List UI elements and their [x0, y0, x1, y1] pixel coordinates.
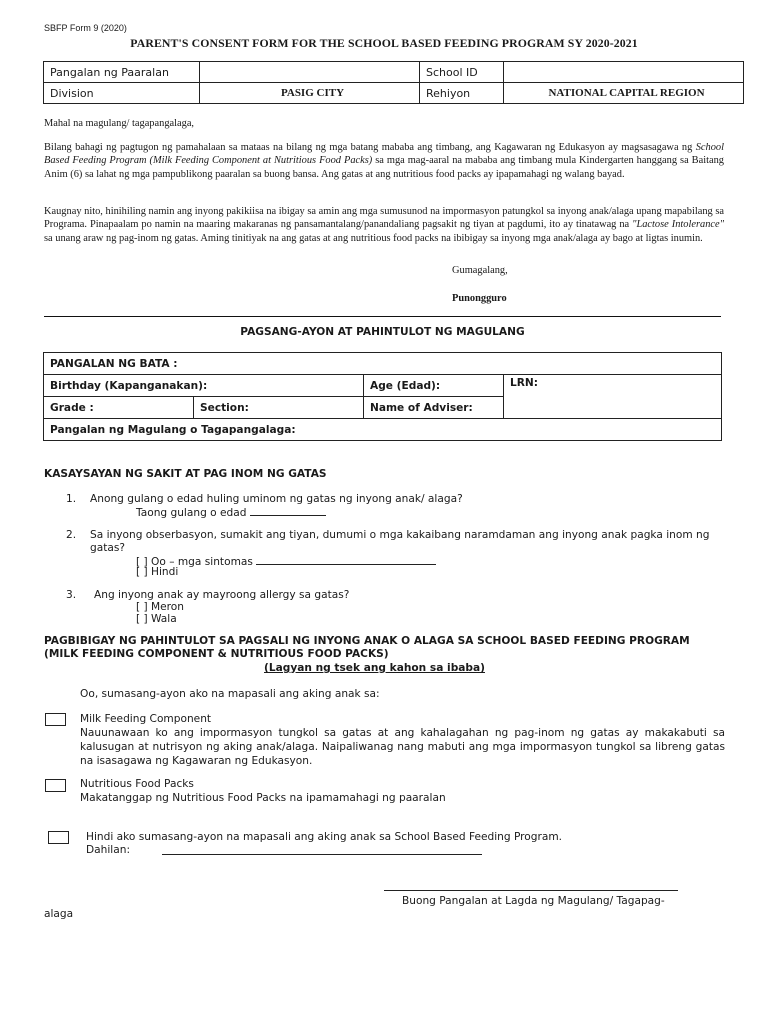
form-code: SBFP Form 9 (2020) [44, 23, 127, 33]
participation-instruction: (Lagyan ng tsek ang kahon sa ibaba) [264, 662, 485, 674]
letter-closing: Gumagalang, [452, 265, 508, 276]
letter-paragraph-1 [44, 141, 724, 181]
p2-text-b: sa unang araw ng pag-inom ng gatas. Aming tinitiyak na ang gatas at ang nutritious food packs na ibibigay sa inyong mga anak/alaga ay bago at ligtas inumin. [44, 232, 703, 244]
food-packs-checkbox[interactable] [45, 779, 66, 792]
p1-text-a: Bilang bahagi ng pagtugon ng pamahalaan sa mataas na bilang ng mga batang mababa ang timbang, ang Kagawaran ng Edukasyon ay magsasagawa ng [44, 142, 696, 153]
grade-field[interactable]: Grade : [44, 397, 194, 419]
section-field[interactable]: Section: [194, 397, 364, 419]
symptoms-line[interactable] [256, 554, 436, 565]
school-id-label: School ID [420, 62, 504, 83]
question-1-text: Anong gulang o edad huling uminom ng gatas ng inyong anak/ alaga? [90, 493, 463, 505]
school-info-table [43, 61, 744, 104]
question-3-text: Ang inyong anak ay mayroong allergy sa gatas? [94, 589, 350, 601]
program-name: School Based Feeding Program (Milk Feeding Component at Nutritious Food Packs) [44, 142, 724, 167]
milk-feeding-checkbox[interactable] [45, 713, 66, 726]
food-packs-description: Makatanggap ng Nutritious Food Packs na ipamamahagi ng paaralan [80, 792, 446, 804]
school-name-label: Pangalan ng Paaralan [44, 62, 200, 83]
question-2-option-no[interactable]: [ ] Hindi [136, 566, 179, 578]
milk-feeding-label: Milk Feeding Component [80, 713, 212, 725]
signature-line[interactable] [384, 890, 678, 891]
letter-signer: Punongguro [452, 293, 507, 304]
p2-text-a: Kaugnay nito, hinihiling namin ang inyong pakikiisa na ibigay sa amin ang mga sumusunod na impormasyon patungkol sa inyong anak/alaga upang mapabilang sa Programa. Pinapaalam po namin na maaring makaranas ng pansamantalang/panandaliang pagsakit ng tiyan at pagdumi, ito ay tinatawag na [44, 206, 724, 231]
reason-line[interactable] [162, 854, 482, 855]
child-info-table [43, 352, 722, 441]
decline-text: Hindi ako sumasang-ayon na mapasali ang aking anak sa School Based Feeding Program. [86, 831, 563, 843]
section-divider [44, 316, 721, 317]
child-name-field[interactable]: PANGALAN NG BATA : [44, 353, 722, 375]
decline-checkbox[interactable] [48, 831, 69, 844]
region-label: Rehiyon [420, 83, 504, 104]
question-2-text: Sa inyong obserbasyon, sumakit ang tiyan, dumumi o mga kakaibang naramdaman ang inyong anak pagka inom ng gatas? [90, 529, 710, 554]
letter-paragraph-2 [44, 205, 724, 245]
birthday-field[interactable]: Birthday (Kapanganakan): [44, 375, 364, 397]
milk-feeding-description: Nauunawaan ko ang impormasyon tungkol sa gatas at ang kahalagahan ng pag-inom ng gatas ay makakabuti sa kalusugan at nutrisyon ng aking anak/alaga. Naipaliwanag nang mabuti ang mga impormasyon tungkol sa libreng gatas na isasagawa ng Kagawaran ng Edukasyon. [80, 727, 725, 768]
parent-name-field[interactable]: Pangalan ng Magulang o Tagapangalaga: [44, 419, 722, 441]
history-title: KASAYSAYAN NG SAKIT AT PAG INOM NG GATAS [44, 468, 327, 480]
p1-text-b: sa mga mag-aaral na mababa ang timbang mula Kindergarten hanggang sa Baitang Anim (6) sa lahat ng mga pampublikong paaralan sa buong bansa. Ang gatas at ang nutritious food packs ay ipapamahagi ng walang bayad. [44, 155, 724, 180]
form-title: PARENT'S CONSENT FORM FOR THE SCHOOL BASED FEEDING PROGRAM SY 2020-2021 [130, 36, 638, 50]
lactose-term: "Lactose Intolerance" [632, 219, 724, 231]
age-field[interactable]: Age (Edad): [364, 375, 504, 397]
question-3-option-no[interactable]: [ ] Wala [136, 613, 177, 625]
signature-label-wrap: alaga [44, 908, 74, 920]
question-1-answer [136, 505, 326, 519]
question-3-number: 3. [66, 589, 77, 601]
lrn-field[interactable]: LRN: [504, 375, 722, 419]
region-value: NATIONAL CAPITAL REGION [504, 83, 744, 104]
food-packs-label: Nutritious Food Packs [80, 778, 194, 790]
consent-section-title: PAGSANG-AYON AT PAHINTULOT NG MAGULANG [240, 326, 525, 338]
agree-text: Oo, sumasang-ayon ako na mapasali ang aking anak sa: [80, 688, 380, 700]
question-1-number: 1. [66, 493, 77, 505]
question-3-option-yes[interactable]: [ ] Meron [136, 601, 184, 613]
adviser-field[interactable]: Name of Adviser: [364, 397, 504, 419]
division-label: Division [44, 83, 200, 104]
question-2-option-yes[interactable] [136, 554, 436, 568]
school-name-field[interactable] [200, 62, 420, 83]
letter-greeting: Mahal na magulang/ tagapangalaga, [44, 118, 195, 129]
option-yes-label: [ ] Oo – mga sintomas [136, 556, 253, 568]
decline-reason [86, 843, 130, 857]
participation-title: PAGBIBIGAY NG PAHINTULOT SA PAGSALI NG INYONG ANAK O ALAGA SA SCHOOL BASED FEEDING PROGRAM (MILK FEEDING COMPONENT & NUTRITIOUS FOOD PACKS) [44, 635, 690, 661]
signature-label: Buong Pangalan at Lagda ng Magulang/ Tagapag- [402, 895, 665, 907]
question-2-number: 2. [66, 529, 77, 541]
question-1-sub-label: Taong gulang o edad [136, 507, 247, 519]
reason-label: Dahilan: [86, 844, 131, 856]
school-id-field[interactable] [504, 62, 744, 83]
age-answer-line[interactable] [250, 505, 326, 516]
division-value: PASIG CITY [200, 83, 420, 104]
